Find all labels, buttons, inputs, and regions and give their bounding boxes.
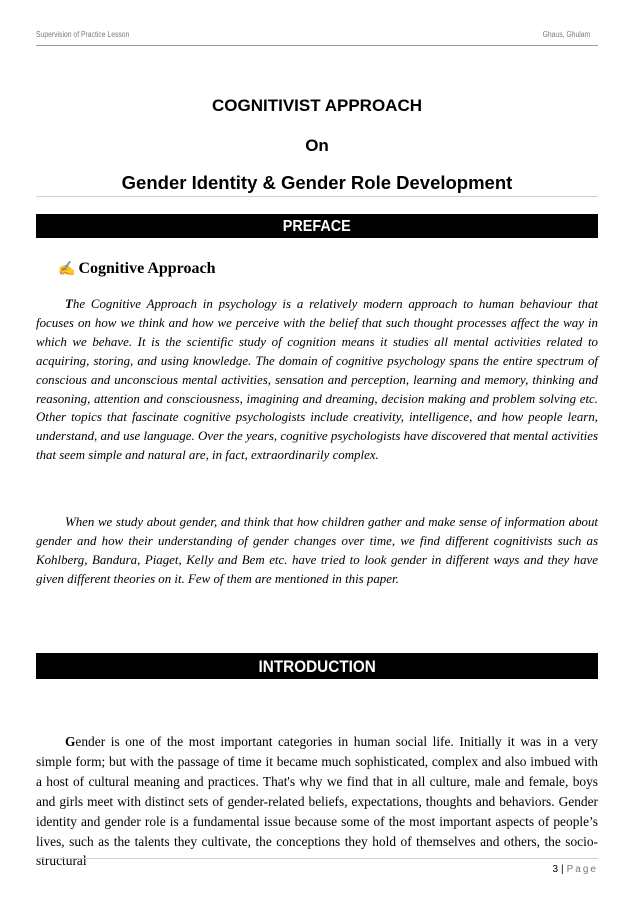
title-line-1: COGNITIVIST APPROACH (212, 96, 422, 115)
header-left-text: Supervision of Practice Lesson (36, 30, 130, 39)
footer-rule (36, 858, 598, 859)
paragraph-text: ender is one of the most important categories in human social life. Initially it was in a very simple form; but with the passage of time it became much sophisticated, complex and also imbued with a host of cultural meaning and practices. That's why we find that in all culture, male and female, boys and girls meet with distinct sets of gender-related beliefs, expectations, thoughts and behaviors. Gender identity and gender role is a fundamental issue because some of the most important aspects of people’s lives, such as the talents they cultivate, the conceptions they hold of themselves and others, the socio-structural (36, 734, 598, 869)
header-rule (36, 45, 598, 46)
page-number: 3 (552, 864, 559, 875)
subheading-text: Cognitive Approach (78, 260, 216, 277)
dropcap-letter: T (65, 297, 73, 311)
introduction-banner-label: INTRODUCTION (258, 657, 376, 676)
running-header (36, 30, 591, 42)
paragraph-text: When we study about gender, and think that how children gather and make sense of information about gender and how their understanding of gender changes over time, we find different cognitivists such as Kohlberg, Bandura, Piaget, Kelly and Bem etc. have tried to look gender in different ways and they have given different theories on it. Few of them are mentioned in this paper. (36, 515, 598, 586)
preface-banner-label: PREFACE (282, 218, 352, 235)
header-right-text: Ghaus, Ghulam (542, 30, 591, 39)
title-line-2: On (305, 136, 329, 155)
page-footer (552, 864, 598, 875)
paragraph-text: Cognitive Approach in psychology is a relatively modern approach to human behaviour that focuses on how we think and how we perceive with the belief that such thought processes affect the way in which we behave. It is the scientific study of cognition means it studies all mental activities related to acquiring, storing, and using knowledge. The domain of cognitive psychology spans the entire spectrum of conscious and unconscious mental activities, sensation and perception, learning and memory, thinking and reasoning, attention and consciousness, imagining and dreaming, decision making and problem solving etc. Other topics that fascinate cognitive psychologists include creativity, intelligence, and how people learn, understand, and use language. Over the years, cognitive psychologists have discovered that mental activities that seem simple and natural are, in fact, extraordinarily complex. (36, 297, 598, 463)
dropcap-letter: G (65, 734, 76, 749)
preface-paragraph-2 (36, 513, 598, 589)
title-line-3: Gender Identity & Gender Role Development (121, 172, 513, 193)
dropcap-rest: he (72, 297, 86, 311)
cognitive-approach-subheading (58, 260, 216, 278)
introduction-banner (36, 653, 598, 679)
page-label: Page (566, 864, 598, 875)
writing-hand-icon: ✍ (58, 262, 76, 277)
title-rule (36, 196, 598, 197)
introduction-paragraph-1 (36, 732, 598, 871)
footer-separator: | (561, 864, 564, 875)
preface-banner (36, 214, 598, 238)
preface-paragraph-1 (36, 295, 598, 465)
